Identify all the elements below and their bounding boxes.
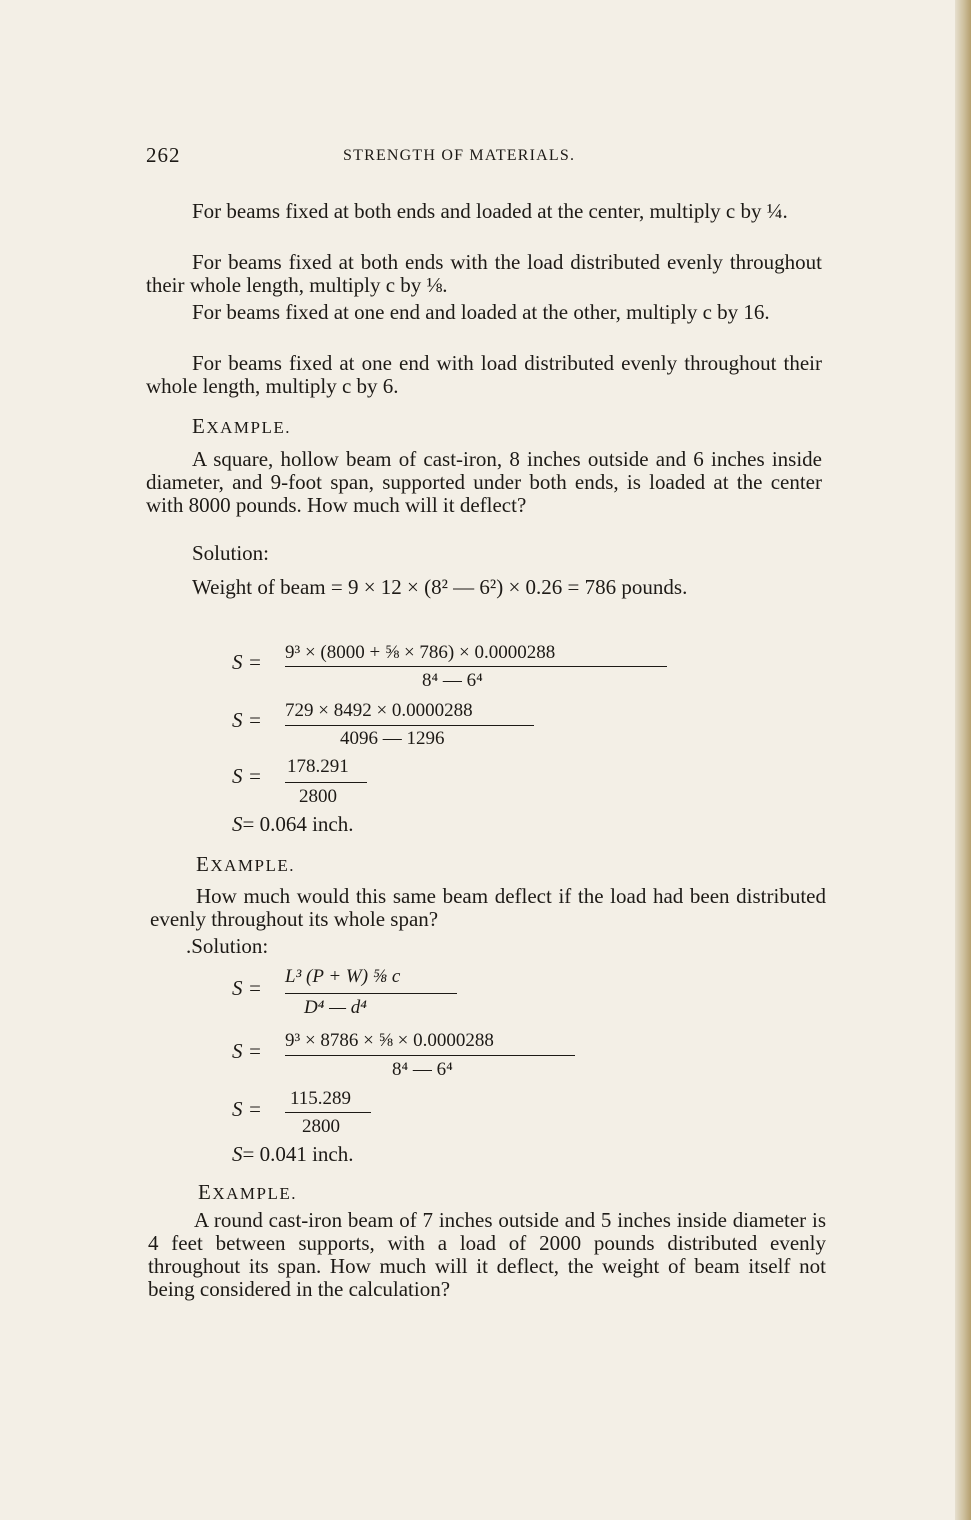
equation-denominator: 4096 — 1296 bbox=[340, 728, 445, 749]
fraction-bar bbox=[285, 1112, 371, 1113]
example2-result bbox=[232, 1142, 354, 1167]
equation-lhs: S = bbox=[232, 976, 262, 1000]
example1-weight-line: Weight of beam = 9 × 12 × (8² — 6²) × 0.26 = 786 pounds. bbox=[192, 575, 688, 599]
equation-numerator: L³ (P + W) ⅝ c bbox=[285, 966, 401, 987]
fraction-bar bbox=[285, 725, 534, 726]
fraction-bar bbox=[285, 1055, 575, 1056]
example-heading-1: EXAMPLE. bbox=[192, 414, 291, 438]
result-lhs: S bbox=[232, 1142, 243, 1166]
running-head: STRENGTH OF MATERIALS. bbox=[343, 147, 576, 164]
rule-paragraph-3: For beams fixed at one end and loaded at the other, multiply c by 16. bbox=[192, 300, 770, 324]
example-heading-3: EXAMPLE. bbox=[198, 1180, 297, 1204]
example1-problem: A square, hollow beam of cast-iron, 8 inches outside and 6 inches inside diameter, and 9-foot span, supported under both ends, is loaded at the center with 8000 pounds. How much will it deflect? bbox=[146, 447, 822, 517]
equation-denominator: D⁴ — d⁴ bbox=[304, 997, 367, 1018]
equation-denominator: 2800 bbox=[299, 786, 337, 807]
example2-problem: How much would this same beam deflect if the load had been distributed evenly throughout its whole span? bbox=[150, 884, 826, 931]
example1-result bbox=[232, 812, 354, 837]
equation-lhs: S = bbox=[232, 1039, 262, 1063]
fraction-bar bbox=[285, 782, 367, 783]
equation-denominator: 8⁴ — 6⁴ bbox=[392, 1059, 453, 1080]
result-lhs: S bbox=[232, 812, 243, 836]
equation-denominator: 2800 bbox=[302, 1116, 340, 1137]
equation-numerator: 178.291 bbox=[287, 756, 349, 777]
fraction-bar bbox=[285, 666, 667, 667]
example1-solution-label: Solution: bbox=[192, 541, 270, 565]
rule-paragraph-4: For beams fixed at one end with load distributed evenly throughout their whole length, multiply c by 6. bbox=[146, 351, 822, 398]
rule-paragraph-2: For beams fixed at both ends with the load distributed evenly throughout their whole length, multiply c by ⅛. bbox=[146, 250, 822, 297]
example3-problem: A round cast-iron beam of 7 inches outside and 5 inches inside diameter is 4 feet between supports, with a load of 2000 pounds distributed evenly throughout its span. How much will it deflect, the weight of beam itself not being considered in the calculation? bbox=[148, 1208, 826, 1301]
equation-numerator: 9³ × 8786 × ⅝ × 0.0000288 bbox=[285, 1030, 494, 1051]
example-heading-2: EXAMPLE. bbox=[196, 852, 295, 876]
rule-paragraph-1: For beams fixed at both ends and loaded at the center, multiply c by ¼. bbox=[192, 199, 788, 223]
equation-numerator: 9³ × (8000 + ⅝ × 786) × 0.0000288 bbox=[285, 642, 556, 663]
equation-denominator: 8⁴ — 6⁴ bbox=[422, 670, 483, 691]
example2-solution-label: .Solution: bbox=[186, 934, 269, 958]
equation-numerator: 729 × 8492 × 0.0000288 bbox=[285, 700, 473, 721]
equation-lhs: S = bbox=[232, 764, 262, 788]
fraction-bar bbox=[285, 993, 457, 994]
equation-lhs: S = bbox=[232, 708, 262, 732]
page-number: 262 bbox=[146, 143, 181, 167]
equation-numerator: 115.289 bbox=[290, 1088, 352, 1109]
equation-lhs: S = bbox=[232, 1097, 262, 1121]
page-edge bbox=[955, 0, 971, 1520]
result-rhs: = 0.064 inch. bbox=[242, 812, 354, 836]
equation-lhs: S = bbox=[232, 650, 262, 674]
result-rhs: = 0.041 inch. bbox=[242, 1142, 354, 1166]
